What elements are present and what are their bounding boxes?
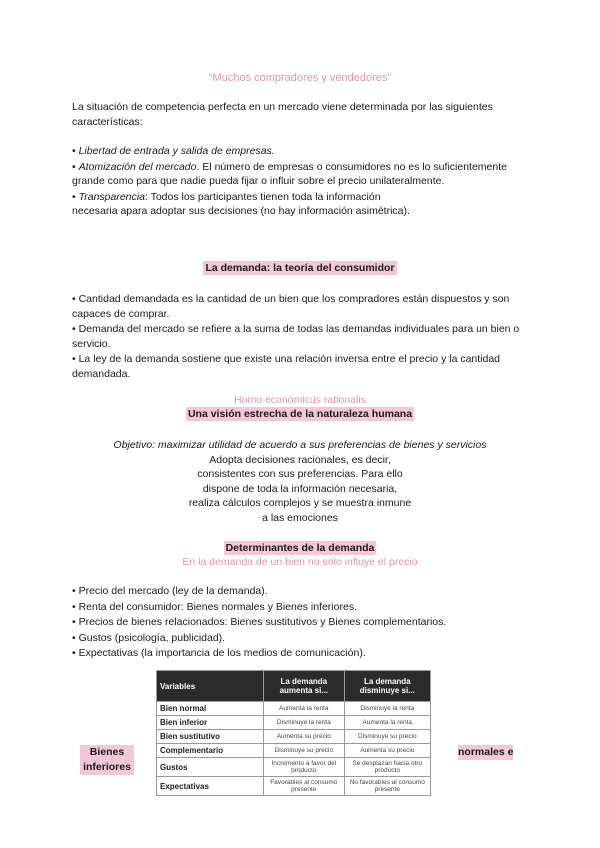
- table-header-variables: Variables: [157, 671, 264, 702]
- table-cell: Bien normal: [157, 702, 264, 716]
- homo-line-1: Adopta decisiones racionales, es decir,: [209, 453, 391, 466]
- intro-section: [72, 100, 532, 220]
- table-cell: Gustos: [157, 758, 264, 777]
- table-cell: Aumenta la renta: [264, 702, 345, 716]
- determinant-5: • Expectativas (la importancia de los medios de comunicación).: [72, 647, 366, 659]
- homo-title: Homo economicus rationalis: [234, 394, 366, 406]
- objective-text: Objetivo: maximizar utilidad de acuerdo a sus preferencias de bienes y servicios: [113, 439, 487, 451]
- determinant-3: • Precios de bienes relacionados: Bienes sustitutivos y Bienes complementarios.: [72, 616, 447, 628]
- intro-text: La situación de competencia perfecta en un mercado viene determinada por las siguientes características:: [72, 101, 493, 128]
- demand-heading-wrap: [0, 262, 600, 274]
- homo-subtitle: Una visión estrecha de la naturaleza humana: [187, 408, 413, 420]
- determinant-4: • Gustos (psicología, publicidad).: [72, 631, 226, 644]
- table-cell: Expectativas: [157, 777, 264, 796]
- table-cell: Aumenta su precio: [264, 730, 345, 744]
- demand-point-2: • Demanda del mercado se refiere a la suma de todas las demandas individuales para un bien o servicio.: [72, 323, 520, 350]
- homo-line-5: a las emociones: [262, 511, 338, 524]
- homo-block: [0, 438, 600, 525]
- table-cell: Bien inferior: [157, 716, 264, 730]
- side-label-right: normales e: [458, 746, 514, 758]
- table-row: [157, 702, 431, 716]
- table-cell: Complementario: [157, 744, 264, 758]
- table-cell: Favorables al consumo presente: [264, 777, 345, 796]
- demand-point-1: • Cantidad demandada es la cantidad de un bien que los compradores están dispuestos y son capaces de comprar.: [72, 293, 510, 320]
- determinants-heading: Determinantes de la demanda: [225, 542, 375, 554]
- table-cell: Aumenta su precio: [344, 744, 430, 758]
- table-row: [157, 716, 431, 730]
- determinants-heading-wrap: [0, 542, 600, 554]
- table-cell: Disminuye la renta: [264, 716, 345, 730]
- table-cell: Se desplazan hacia otro producto: [344, 758, 430, 777]
- characteristic-2: • Atomización del mercado. El número de empresas o consumidores no es lo suficientemente grande como para que nadie pueda fijar o influir sobre el precio unilateralmente.: [72, 160, 507, 187]
- demand-point-3: • La ley de la demanda sostiene que existe una relación inversa entre el precio y la cantidad demandada.: [72, 353, 501, 380]
- determinants-table: [156, 670, 431, 796]
- page-title: “Muchos compradores y vendedores”: [208, 72, 392, 84]
- table-cell: Disminuye la renta: [344, 702, 430, 716]
- table-header-decrease: La demanda disminuye si...: [344, 671, 430, 702]
- table-row: [157, 758, 431, 777]
- table-cell: Disminuye su precio: [264, 744, 345, 758]
- table-header-row: [157, 671, 431, 702]
- table-cell: Bien sustitutivo: [157, 730, 264, 744]
- table-cell: No favorables al consumo presente: [344, 777, 430, 796]
- table-row: [157, 777, 431, 796]
- side-label-left: Bienes inferiores: [80, 745, 134, 775]
- characteristic-1: • Libertad de entrada y salida de empresas.: [72, 145, 275, 157]
- table-row: [157, 730, 431, 744]
- determinant-2: • Renta del consumidor: Bienes normales y Bienes inferiores.: [72, 600, 357, 613]
- homo-line-3: dispone de toda la información necesaria,: [202, 482, 398, 495]
- determinants-subtitle: En la demanda de un bien no solo influye el precio: [182, 556, 418, 568]
- homo-subtitle-wrap: [0, 408, 600, 420]
- demand-section: [72, 292, 532, 382]
- table-cell: Incremento a favor del producto: [264, 758, 345, 777]
- homo-line-4: realiza cálculos complejos y se muestra inmune: [188, 497, 412, 509]
- table-header-increase: La demanda aumenta si...: [264, 671, 345, 702]
- table-cell: Disminuye su precio: [344, 730, 430, 744]
- homo-line-2: consistentes con sus preferencias. Para ello: [197, 468, 403, 480]
- table-row: [157, 744, 431, 758]
- table-cell: Aumenta la renta: [344, 716, 430, 730]
- demand-heading: La demanda: la teoría del consumidor: [205, 262, 395, 274]
- determinants-list: [72, 584, 532, 662]
- determinant-1: • Precio del mercado (ley de la demanda).: [72, 585, 268, 597]
- characteristic-3: • Transparencia: Todos los participantes tienen toda la información necesaria apara adoptar sus decisiones (no hay información asimétrica).: [72, 190, 410, 217]
